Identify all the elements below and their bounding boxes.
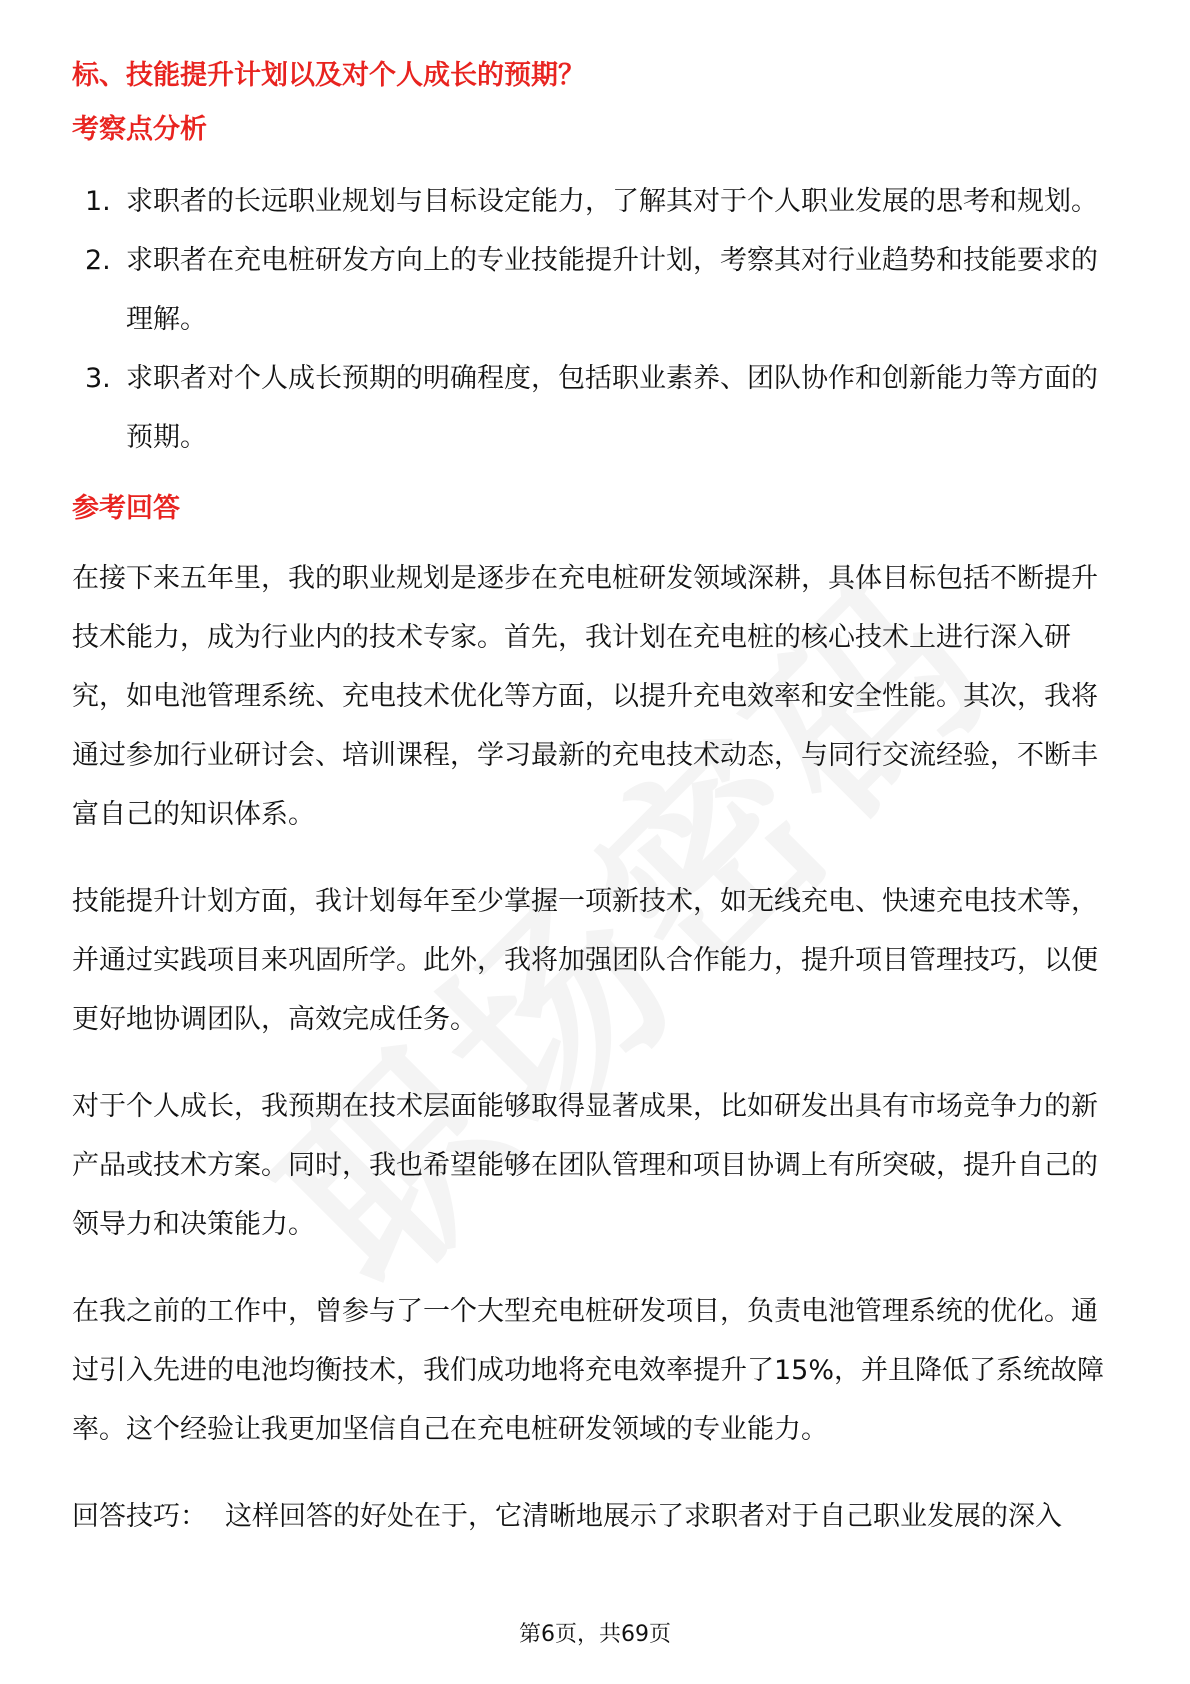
answer-heading: 参考回答: [72, 493, 180, 524]
analysis-heading: 考察点分析: [72, 114, 207, 145]
analysis-point: [72, 349, 1122, 467]
analysis-point: [72, 231, 1122, 349]
question-title: 标、技能提升计划以及对个人成长的预期？: [72, 60, 585, 91]
point-number: 2.: [85, 245, 111, 276]
document-body: [72, 52, 1122, 1546]
answer-paragraph: 技能提升计划方面，我计划每年至少掌握一项新技术，如无线充电、快速充电技术等，并通过实践项目来巩固所学。此外，我将加强团队合作能力，提升项目管理技巧，以便更好地协调团队，高效完成任务。: [72, 886, 1098, 1035]
answer-paragraph: 对于个人成长，我预期在技术层面能够取得显著成果，比如研发出具有市场竞争力的新产品或技术方案。同时，我也希望能够在团队管理和项目协调上有所突破，提升自己的领导力和决策能力。: [72, 1091, 1098, 1240]
point-text: 求职者的长远职业规划与目标设定能力，了解其对于个人职业发展的思考和规划。: [126, 186, 1098, 217]
tips-label: 回答技巧：: [72, 1501, 207, 1532]
point-number: 1.: [85, 186, 111, 217]
point-text: 求职者对个人成长预期的明确程度，包括职业素养、团队协作和创新能力等方面的预期。: [126, 363, 1098, 453]
answer-tips: [72, 1487, 1122, 1546]
analysis-list: [72, 172, 1122, 467]
answer-paragraph: 在我之前的工作中，曾参与了一个大型充电桩研发项目，负责电池管理系统的优化。通过引入先进的电池均衡技术，我们成功地将充电效率提升了15%，并且降低了系统故障率。这个经验让我更加坚信自己在充电桩研发领域的专业能力。: [72, 1296, 1105, 1445]
tips-text: 这样回答的好处在于，它清晰地展示了求职者对于自己职业发展的深入: [225, 1501, 1062, 1532]
analysis-point: [72, 172, 1122, 231]
point-text: 求职者在充电桩研发方向上的专业技能提升计划，考察其对行业趋势和技能要求的理解。: [126, 245, 1098, 335]
page-footer: 第6页，共69页: [519, 1622, 671, 1647]
answer-paragraph: 在接下来五年里，我的职业规划是逐步在充电桩研发领域深耕，具体目标包括不断提升技术能力，成为行业内的技术专家。首先，我计划在充电桩的核心技术上进行深入研究，如电池管理系统、充电技术优化等方面，以提升充电效率和安全性能。其次，我将通过参加行业研讨会、培训课程，学习最新的充电技术动态，与同行交流经验，不断丰富自己的知识体系。: [72, 563, 1098, 830]
point-number: 3.: [85, 363, 111, 394]
